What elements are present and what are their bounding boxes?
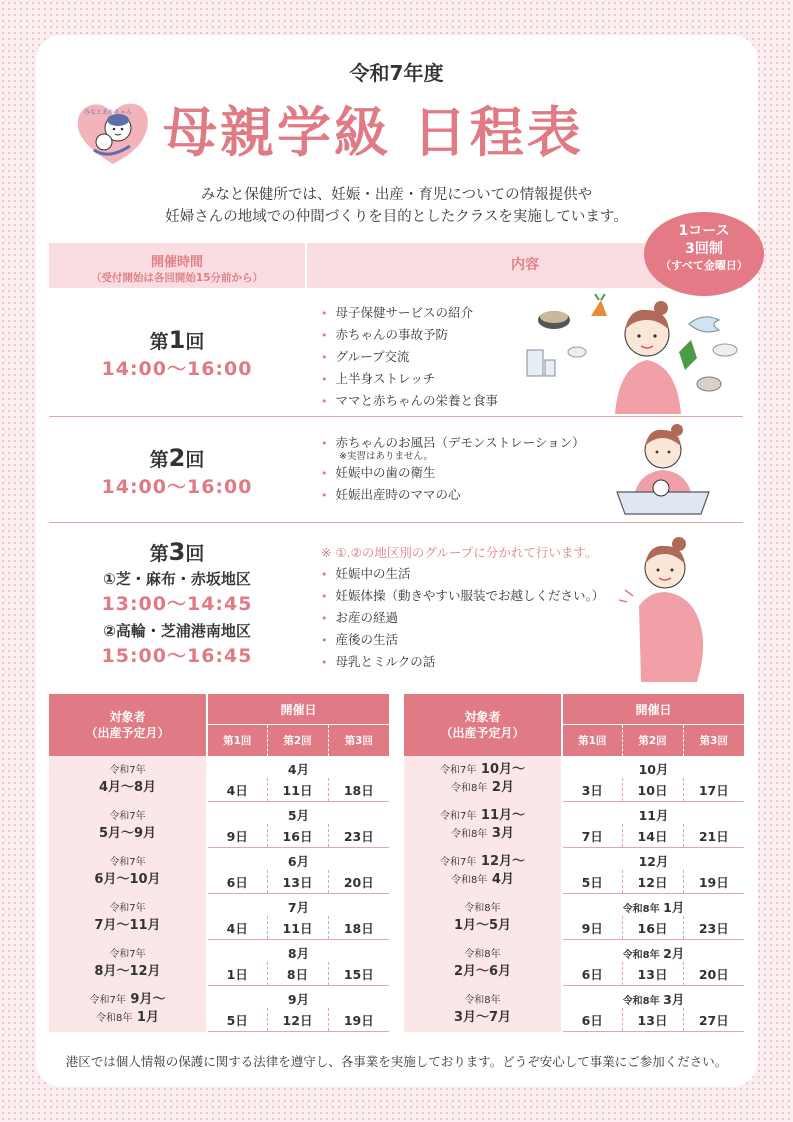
table-row (404, 986, 744, 1009)
session-month: 令和8年 3月 (622, 992, 685, 1007)
badge-line: 1コース (678, 223, 730, 239)
date-1: 1日 (207, 962, 267, 986)
list-item: • 赤ちゃんの事故予防 (321, 327, 449, 342)
col-header: 第3回 (683, 725, 744, 757)
time-header-title: 開催時間 (150, 255, 203, 270)
target-period: 令和8年 2月～6月 (404, 940, 562, 986)
list-item: • グループ交流 (321, 349, 410, 364)
page-title: 母親学級 日程表 (163, 101, 584, 164)
pregnant-woman-illustration (619, 536, 715, 682)
date-1: 4日 (207, 778, 267, 802)
session-3-time-block (49, 538, 305, 668)
calendar-table-left (49, 694, 389, 1032)
date-2: 12日 (622, 870, 683, 894)
target-period: 令和7年 11月～ 令和8年 3月 (404, 802, 562, 848)
date-2: 8日 (267, 962, 328, 986)
session-2 (49, 418, 743, 523)
session-title: 第2回 (149, 444, 205, 472)
dates-header: 開催日 (562, 694, 744, 725)
col-header: 第1回 (207, 725, 267, 757)
date-1: 3日 (562, 778, 622, 802)
privacy-footer: 港区では個人情報の保護に関する法律を遵守し、各事業を実施しております。どうぞ安心して事業にご参加ください。 (65, 1054, 728, 1069)
session-month: 令和8年 1月 (622, 900, 685, 915)
list-item: • 妊娠中の生活 (321, 566, 411, 581)
date-3: 20日 (328, 870, 389, 894)
table-row (49, 802, 389, 825)
session-month: 10月 (638, 762, 669, 777)
date-3: 19日 (683, 870, 744, 894)
session-month: 5月 (287, 808, 310, 823)
table-row (404, 848, 744, 871)
list-item: • お産の経過 (321, 610, 399, 625)
session-month: 4月 (287, 762, 310, 777)
item-note: ※実習はありません。 (339, 451, 434, 462)
target-period: 令和7年 8月～12月 (49, 940, 207, 986)
session-1-contents (321, 302, 498, 412)
date-1: 5日 (562, 870, 622, 894)
date-3: 21日 (683, 824, 744, 848)
target-period: 令和8年 3月～7月 (404, 986, 562, 1032)
list-item: • 妊娠中の歯の衛生 (321, 465, 436, 480)
target-period: 令和8年 1月～5月 (404, 894, 562, 940)
table-row (49, 894, 389, 917)
intro-line: 妊婦さんの地域での仲間づくりを目的としたクラスを実施しています。 (165, 209, 628, 225)
session-month: 12月 (638, 854, 669, 869)
date-2: 10日 (622, 778, 683, 802)
list-item: • 妊娠出産時のママの心 (321, 487, 461, 502)
date-3: 15日 (328, 962, 389, 986)
badge-line: （すべて金曜日） (660, 259, 748, 272)
session-3-contents (321, 542, 604, 673)
target-period: 令和7年 5月～9月 (49, 802, 207, 848)
area-2: ②高輪・芝浦港南地区 (103, 622, 251, 640)
session-1-time-block (49, 326, 305, 381)
date-2: 11日 (267, 916, 328, 940)
date-3: 23日 (683, 916, 744, 940)
list-item: • 産後の生活 (321, 632, 399, 647)
list-item: • 上半身ストレッチ (321, 371, 436, 386)
schedule-header (49, 243, 743, 288)
session-title: 第3回 (149, 538, 205, 566)
target-header: 対象者 （出産予定月） (49, 694, 207, 756)
area-2-time: 15:00～16:45 (101, 645, 253, 667)
date-2: 16日 (622, 916, 683, 940)
date-3: 18日 (328, 916, 389, 940)
table-row (404, 940, 744, 963)
calendar-table-right (404, 694, 744, 1032)
table-row (404, 802, 744, 825)
table-row (404, 894, 744, 917)
list-item: • 赤ちゃんのお風呂（デモンストレーション） ※実習はありません。 (321, 435, 585, 462)
intro-line: みなと保健所では、妊娠・出産・育児についての情報提供や (200, 187, 593, 203)
date-1: 6日 (562, 1008, 622, 1032)
target-period: 令和7年 12月～ 令和8年 4月 (404, 848, 562, 894)
date-2: 13日 (622, 1008, 683, 1032)
date-1: 9日 (562, 916, 622, 940)
session-title: 第1回 (149, 326, 205, 354)
date-1: 4日 (207, 916, 267, 940)
date-2: 16日 (267, 824, 328, 848)
session-month: 7月 (287, 900, 310, 915)
target-period: 令和7年 7月～11月 (49, 894, 207, 940)
session-month: 6月 (287, 854, 310, 869)
date-1: 6日 (562, 962, 622, 986)
target-header: 対象者 （出産予定月） (404, 694, 562, 756)
date-1: 7日 (562, 824, 622, 848)
session-3 (49, 524, 743, 684)
col-header: 第1回 (562, 725, 622, 757)
fiscal-year: 令和7年度 (349, 61, 444, 85)
session-2-time-block (49, 444, 305, 499)
svg-text:みなとあかちゃん: みなとあかちゃん (84, 109, 133, 116)
target-period: 令和7年 6月～10月 (49, 848, 207, 894)
session-month: 令和8年 2月 (622, 946, 685, 961)
session-month: 9月 (287, 992, 310, 1007)
date-3: 19日 (328, 1008, 389, 1032)
list-item: • 母乳とミルクの話 (321, 654, 436, 669)
date-2: 12日 (267, 1008, 328, 1032)
target-period: 令和7年 10月～ 令和8年 2月 (404, 756, 562, 802)
time-header-note: （受付開始は各回開始15分前から） (90, 272, 264, 284)
area-1: ①芝・麻布・赤坂地区 (103, 570, 251, 588)
group-note: ※ ①.②の地区別のグループに分かれて行います。 (321, 545, 598, 560)
date-1: 5日 (207, 1008, 267, 1032)
date-3: 20日 (683, 962, 744, 986)
list-item: • ママと赤ちゃんの栄養と食事 (321, 393, 499, 408)
dates-header: 開催日 (207, 694, 389, 725)
date-2: 13日 (267, 870, 328, 894)
badge-line: 3回制 (685, 241, 723, 257)
col-header: 第3回 (328, 725, 389, 757)
col-header: 第2回 (267, 725, 328, 757)
session-time: 14:00～16:00 (101, 358, 253, 380)
target-period: 令和7年 9月～ 令和8年 1月 (49, 986, 207, 1032)
session-month: 8月 (287, 946, 310, 961)
col-header: 第2回 (622, 725, 683, 757)
list-item: • 母子保健サービスの紹介 (321, 305, 474, 320)
table-row (49, 848, 389, 871)
date-3: 17日 (683, 778, 744, 802)
target-period: 令和7年 4月～8月 (49, 756, 207, 802)
content-column-header: 内容 (307, 243, 743, 288)
baby-logo-icon (74, 98, 152, 168)
area-1-time: 13:00～14:45 (101, 593, 253, 615)
table-row (404, 756, 744, 778)
course-badge (644, 212, 764, 296)
date-3: 18日 (328, 778, 389, 802)
table-row (49, 756, 389, 778)
baby-bath-illustration (605, 422, 715, 520)
time-column-header (49, 243, 305, 288)
session-time: 14:00～16:00 (101, 476, 253, 498)
session-1 (49, 290, 743, 417)
date-2: 14日 (622, 824, 683, 848)
session-month: 11月 (638, 808, 669, 823)
date-2: 11日 (267, 778, 328, 802)
session-2-contents (321, 432, 585, 506)
date-3: 23日 (328, 824, 389, 848)
list-item: • 妊娠体操（動きやすい服装でお越しください。） (321, 588, 605, 603)
table-row (49, 940, 389, 963)
date-3: 27日 (683, 1008, 744, 1032)
table-row (49, 986, 389, 1009)
date-1: 6日 (207, 870, 267, 894)
date-1: 9日 (207, 824, 267, 848)
date-2: 13日 (622, 962, 683, 986)
mother-eating-illustration (519, 294, 739, 414)
